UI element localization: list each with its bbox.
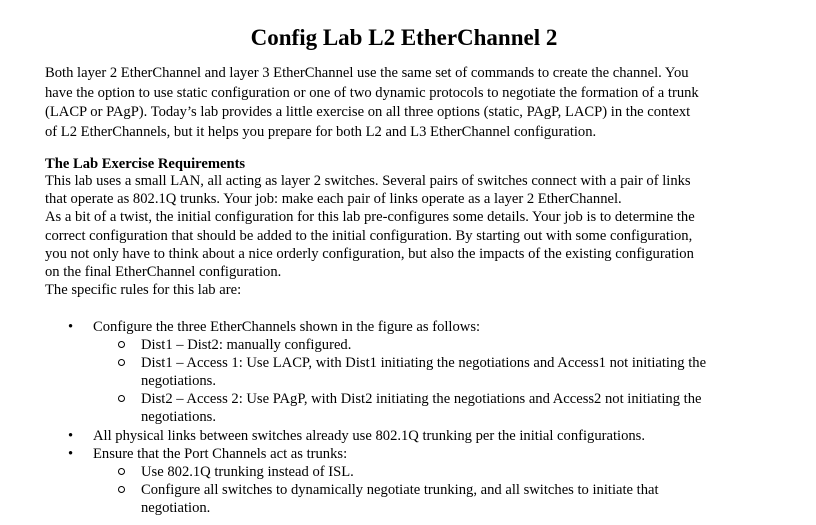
intro-line: (LACP or PAgP). Today’s lab provides a little exercise on all three options (static, PAgP, LACP) in the context: [45, 104, 691, 120]
rule-item: Configure the three EtherChannels shown in the figure as follows:: [93, 319, 481, 335]
requirements-paragraph: [45, 172, 775, 299]
sub-rule-line: Dist1 – Dist2: manually configured.: [141, 337, 352, 353]
intro-paragraph: [45, 64, 775, 142]
requirements-line: you not only have to think about a nice orderly configuration, but also the impacts of the existing configuration: [45, 245, 694, 262]
sub-rule-line: negotiation.: [141, 500, 211, 516]
requirements-line: on the final EtherChannel configuration.: [45, 264, 282, 281]
requirements-line: This lab uses a small LAN, all acting as layer 2 switches. Several pairs of switches connect with a pair of links: [45, 173, 691, 189]
rule-item: All physical links between switches already use 802.1Q trunking per the initial configurations.: [93, 428, 646, 444]
intro-line: of L2 EtherChannels, but it helps you prepare for both L2 and L3 EtherChannel configuration.: [45, 123, 597, 140]
sub-rule-line: Dist1 – Access 1: Use LACP, with Dist1 initiating the negotiations and Access1 not initiating the: [141, 355, 707, 371]
bullet-dot: •: [68, 319, 74, 335]
intro-line: Both layer 2 EtherChannel and layer 3 EtherChannel use the same set of commands to create the channel. You: [45, 65, 689, 81]
bullet-dot: •: [68, 446, 74, 462]
requirements-line: that operate as 802.1Q trunks. Your job: make each pair of links operate as a layer 2 EtherChannel.: [45, 191, 622, 208]
sub-bullet-circle: [118, 395, 125, 402]
requirements-line: The specific rules for this lab are:: [45, 282, 242, 299]
sub-rule-line: Configure all switches to dynamically negotiate trunking, and all switches to initiate that: [141, 482, 659, 498]
sub-rule-line: negotiations.: [141, 409, 216, 425]
document-title: Config Lab L2 EtherChannel 2: [250, 25, 558, 50]
sub-bullet-circle: [118, 341, 125, 348]
sub-rule-line: Use 802.1Q trunking instead of ISL.: [141, 464, 354, 480]
sub-rule-line: Dist2 – Access 2: Use PAgP, with Dist2 initiating the negotiations and Access2 not initiating the: [141, 391, 702, 407]
sub-bullet-circle: [118, 486, 125, 493]
rule-item: Ensure that the Port Channels act as trunks:: [93, 446, 348, 462]
intro-line: have the option to use static configuration or one of two dynamic protocols to negotiate the formation of a trunk: [45, 84, 699, 101]
bullet-dot: •: [68, 428, 74, 444]
sub-rule-line: negotiations.: [141, 373, 216, 389]
sub-bullet-circle: [118, 359, 125, 366]
sub-bullet-circle: [118, 468, 125, 475]
requirements-heading: The Lab Exercise Requirements: [45, 156, 246, 172]
requirements-line: correct configuration that should be added to the initial configuration. By starting out with some configuration,: [45, 227, 693, 244]
requirements-line: As a bit of a twist, the initial configuration for this lab pre-configures some details. Your job is to determine the: [45, 209, 695, 226]
